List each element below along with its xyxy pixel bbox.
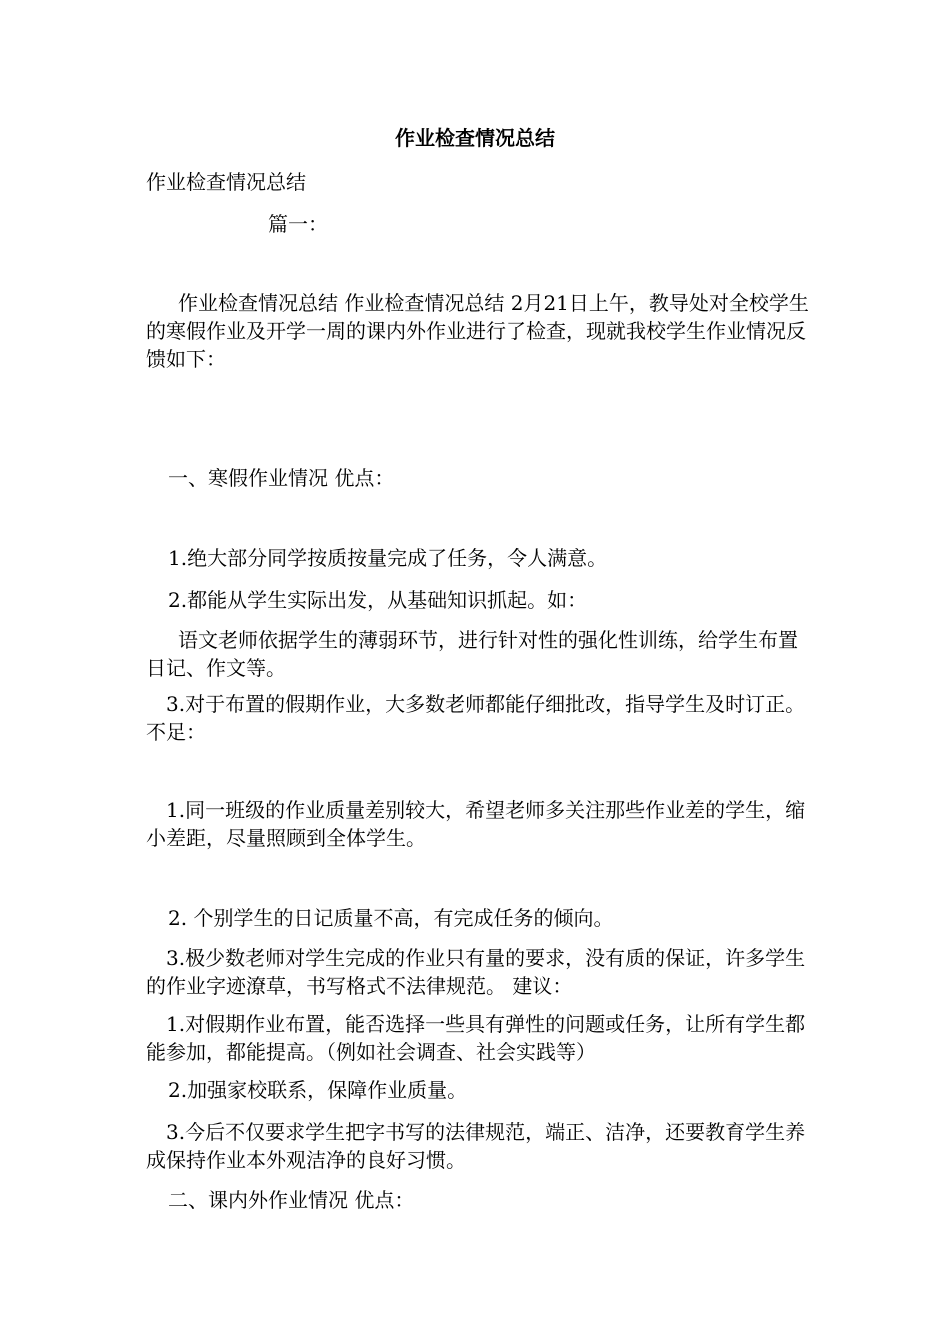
paragraph-9: 2.加强家校联系，保障作业质量。 bbox=[168, 1078, 468, 1102]
intro-paragraph: 作业检查情况总结 作业检查情况总结 2月21日上午，教导处对全校学生的寒假作业及开学一周的课内外作业进行了检查，现就我校学生作业情况反馈如下： bbox=[146, 291, 809, 371]
document-title: 作业检查情况总结 bbox=[395, 126, 555, 150]
paragraph-1: 1.绝大部分同学按质按量完成了任务，令人满意。 bbox=[168, 546, 608, 570]
paragraph-3: 语文老师依据学生的薄弱环节，进行针对性的强化性训练，给学生布置日记、作文等。 bbox=[146, 628, 798, 680]
part-label: 篇一： bbox=[268, 212, 328, 236]
paragraph-4: 3.对于布置的假期作业，大多数老师都能仔细批改，指导学生及时订正。 不足： bbox=[146, 692, 806, 744]
paragraph-6: 2. 个别学生的日记质量不高，有完成任务的倾向。 bbox=[168, 906, 614, 930]
paragraph-7: 3.极少数老师对学生完成的作业只有量的要求，没有质的保证，许多学生的作业字迹潦草，书写格式不法律规范。 建议： bbox=[146, 946, 806, 998]
document-subtitle: 作业检查情况总结 bbox=[146, 170, 306, 194]
paragraph-2: 2.都能从学生实际出发，从基础知识抓起。如： bbox=[168, 588, 588, 612]
paragraph-10: 3.今后不仅要求学生把字书写的法律规范，端正、洁净，还要教育学生养成保持作业本外观洁净的良好习惯。 bbox=[146, 1120, 806, 1172]
section1-heading: 一、寒假作业情况 优点： bbox=[168, 466, 395, 490]
section2-heading: 二、课内外作业情况 优点： bbox=[168, 1188, 415, 1212]
paragraph-8: 1.对假期作业布置，能否选择一些具有弹性的问题或任务，让所有学生都能参加，都能提高。（例如社会调查、社会实践等） bbox=[146, 1012, 806, 1064]
paragraph-5: 1.同一班级的作业质量差别较大，希望老师多关注那些作业差的学生，缩小差距，尽量照顾到全体学生。 bbox=[146, 798, 806, 850]
